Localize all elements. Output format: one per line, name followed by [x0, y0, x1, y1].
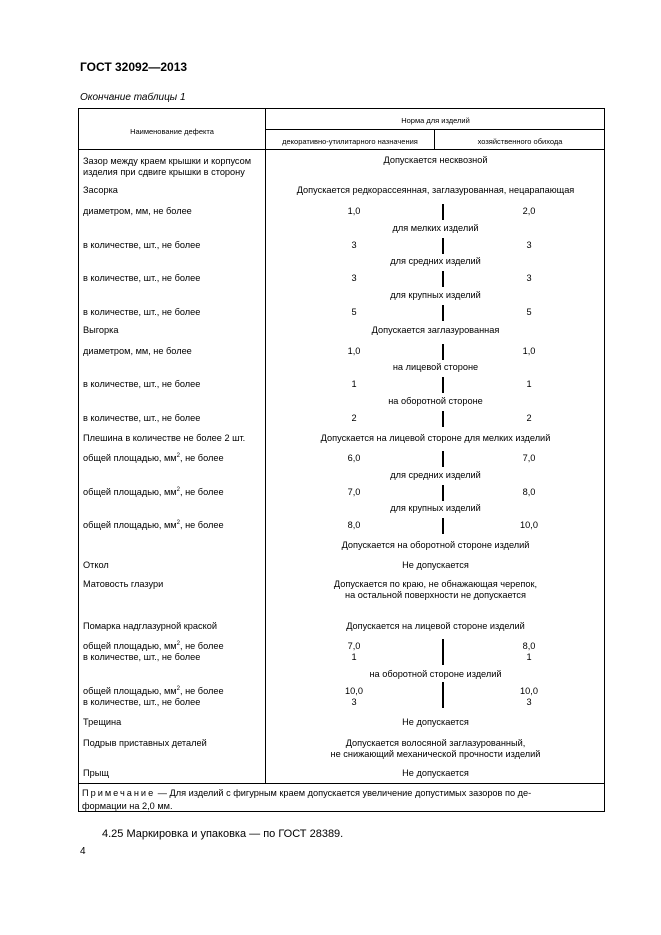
- doc-header: ГОСТ 32092—2013: [80, 60, 188, 74]
- value-decor: 2: [351, 413, 357, 423]
- value-decor: 10,0: [345, 686, 363, 696]
- value-decor: 1: [351, 652, 357, 662]
- value-house: 10,0: [520, 686, 538, 696]
- value-separator: [442, 451, 444, 467]
- header-bottom-line: [79, 149, 604, 150]
- value-decor: 1: [351, 379, 357, 389]
- value-separator: [442, 204, 444, 220]
- subheading: для средних изделий: [390, 470, 481, 480]
- value-separator: [442, 411, 444, 427]
- value-house: 1: [526, 652, 532, 662]
- row-label: в количестве, шт., не более: [83, 379, 201, 389]
- row-value: Допускается волосяной заглазурованный,: [345, 738, 526, 748]
- subheading: на лицевой стороне: [392, 362, 479, 372]
- subheading: для мелких изделий: [392, 223, 479, 233]
- row-value: не снижающий механической прочности изделий: [330, 749, 541, 759]
- value-house: 5: [526, 307, 532, 317]
- row-value: Допускается редкорассеянная, заглазурованная, нецарапающая: [296, 185, 575, 195]
- row-label: изделия при сдвиге крышки в сторону: [83, 167, 245, 177]
- value-house: 1: [526, 379, 532, 389]
- row-label: Откол: [83, 560, 109, 570]
- row-value: Не допускается: [402, 768, 469, 778]
- value-decor: 5: [351, 307, 357, 317]
- header-household: хозяйственного обихода: [477, 137, 563, 146]
- row-label: общей площадью, $мм^2$, не более: [83, 486, 224, 497]
- row-value: Не допускается: [402, 717, 469, 727]
- header-norm-divider: [266, 129, 605, 130]
- row-label: общей площадью, $мм^2$, не более: [83, 452, 224, 463]
- row-label: Помарка надглазурной краской: [83, 621, 217, 631]
- subheading: на оборотной стороне изделий: [369, 669, 502, 679]
- value-decor: 1,0: [347, 346, 361, 356]
- value-separator: [442, 305, 444, 321]
- row-value: Допускается заглазурованная: [371, 325, 500, 335]
- row-value: Не допускается: [402, 560, 469, 570]
- row-label: Матовость глазури: [83, 579, 164, 589]
- subheading: для крупных изделий: [390, 503, 481, 513]
- row-value: Допускается на лицевой стороне для мелких изделий: [320, 433, 551, 443]
- row-label: в количестве, шт., не более: [83, 697, 201, 707]
- header-defect-name: Наименование дефекта: [130, 127, 214, 136]
- table-note: [82, 787, 602, 813]
- row-label: общей площадью, $мм^2$, не более: [83, 519, 224, 530]
- value-separator: [442, 485, 444, 501]
- header-decorative: декоративно-утилитарного назначения: [282, 137, 418, 146]
- value-separator: [442, 344, 444, 360]
- row-label: общей площадью, $мм^2$, не более: [83, 640, 224, 651]
- row-label: в количестве, шт., не более: [83, 240, 201, 250]
- row-value: Допускается на лицевой стороне изделий: [346, 621, 525, 631]
- row-label: в количестве, шт., не более: [83, 273, 201, 283]
- value-house: 8,0: [522, 487, 536, 497]
- row-label: Зазор между краем крышки и корпусом: [83, 156, 252, 166]
- row-label: Засорка: [83, 185, 118, 195]
- row-value: на остальной поверхности не допускается: [345, 590, 526, 600]
- row-label: Выгорка: [83, 325, 119, 335]
- row-label: диаметром, мм, не более: [83, 206, 192, 216]
- value-house: 8,0: [522, 641, 536, 651]
- subheading: для крупных изделий: [390, 290, 481, 300]
- value-separator: [442, 377, 444, 393]
- row-label: общей площадью, $мм^2$, не более: [83, 685, 224, 696]
- row-label: Плешина в количестве не более 2 шт.: [83, 433, 246, 443]
- row-label: в количестве, шт., не более: [83, 307, 201, 317]
- value-house: 2: [526, 413, 532, 423]
- subheading: для средних изделий: [390, 256, 481, 266]
- value-separator: [442, 639, 444, 665]
- value-house: 1,0: [522, 346, 536, 356]
- note-text: — Для изделий с фигурным краем допускается увеличение допустимых зазоров по де-: [155, 788, 532, 798]
- value-decor: 7,0: [347, 487, 361, 497]
- body-bottom-line: [79, 783, 604, 784]
- defects-table: [78, 108, 605, 812]
- value-decor: 3: [351, 240, 357, 250]
- value-separator: [442, 238, 444, 254]
- subheading: на оборотной стороне: [388, 396, 483, 406]
- clause-text: 4.25 Маркировка и упаковка — по ГОСТ 28389.: [102, 828, 344, 840]
- value-separator: [442, 271, 444, 287]
- row-value: Допускается по краю, не обнажающая черепок,: [333, 579, 538, 589]
- value-house: 10,0: [520, 520, 538, 530]
- page-number: 4: [80, 846, 86, 857]
- table-caption: Окончание таблицы 1: [80, 92, 186, 103]
- note-text-continued: формации на 2,0 мм.: [82, 801, 173, 811]
- row-label: Прыщ: [83, 768, 109, 778]
- row-label: Подрыв приставных деталей: [83, 738, 207, 748]
- value-decor: 6,0: [347, 453, 361, 463]
- row-label: диаметром, мм, не более: [83, 346, 192, 356]
- name-column-divider: [265, 109, 266, 783]
- value-house: 7,0: [522, 453, 536, 463]
- row-label: Трещина: [83, 717, 122, 727]
- value-house: 3: [526, 697, 532, 707]
- value-decor: 3: [351, 273, 357, 283]
- value-decor: 1,0: [347, 206, 361, 216]
- value-house: 3: [526, 273, 532, 283]
- value-decor: 3: [351, 697, 357, 707]
- value-house: 2,0: [522, 206, 536, 216]
- value-separator: [442, 518, 444, 534]
- row-value: Допускается несквозной: [383, 155, 488, 165]
- header-norm: Норма для изделий: [401, 116, 470, 125]
- row-label: в количестве, шт., не более: [83, 652, 201, 662]
- value-decor: 7,0: [347, 641, 361, 651]
- value-decor: 8,0: [347, 520, 361, 530]
- note-title: Примечание: [82, 788, 156, 798]
- row-label: в количестве, шт., не более: [83, 413, 201, 423]
- value-house: 3: [526, 240, 532, 250]
- subheading: Допускается на оборотной стороне изделий: [341, 540, 530, 550]
- value-separator: [442, 682, 444, 708]
